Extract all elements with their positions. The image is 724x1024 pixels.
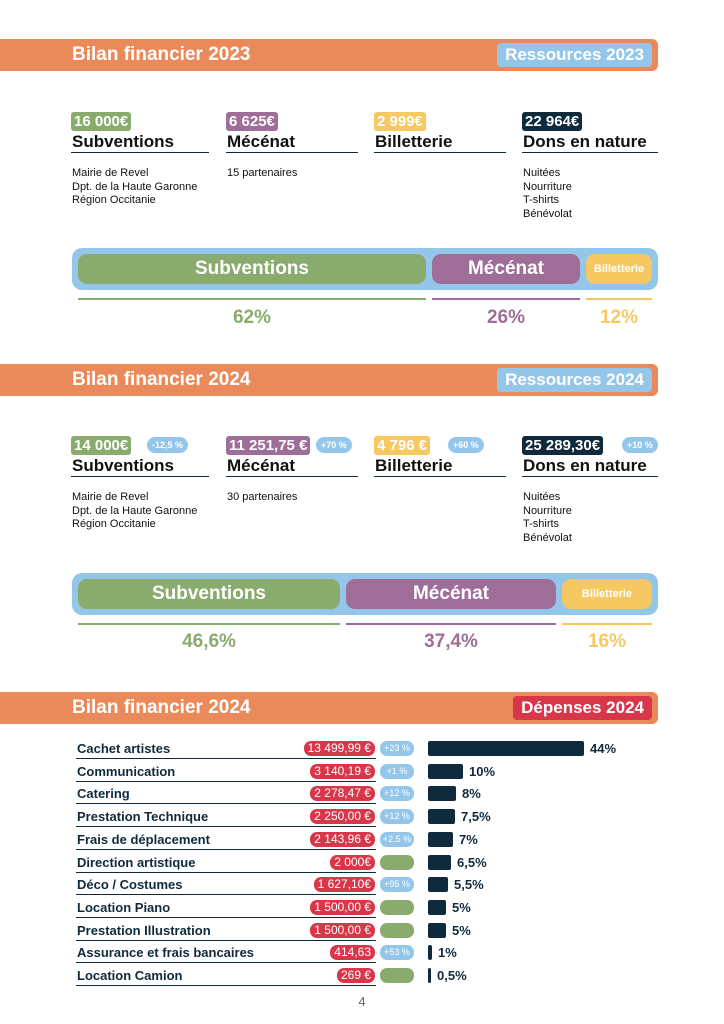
- split-bar-2024: [72, 573, 658, 615]
- category-subventions-2023: Subventions: [72, 132, 175, 151]
- divider: [76, 985, 376, 986]
- expense-amount: 1 627,10€: [314, 877, 375, 892]
- expense-change-badge: +12 %: [380, 786, 414, 801]
- list-item: Région Occitanie: [72, 194, 156, 206]
- list-item: Bénévolat: [523, 531, 572, 544]
- expense-bar: [428, 855, 451, 870]
- underline-billetterie-2023: [586, 298, 652, 300]
- amount-billetterie-2024: 4 796 €: [374, 436, 430, 455]
- expense-change-badge: +53 %: [380, 945, 414, 960]
- list-item: T-shirts: [523, 518, 560, 530]
- banner-expenses-2024: [0, 692, 658, 724]
- amount-dons-2023: 22 964€: [522, 112, 582, 131]
- category-billetterie-2023: Billetterie: [375, 132, 453, 151]
- list-item: Nuitées: [523, 491, 561, 503]
- section-title-2023: Bilan financier 2023: [72, 44, 251, 65]
- expense-pct: 5,5%: [454, 877, 484, 892]
- expense-change-badge: [380, 968, 414, 983]
- expense-bar: [428, 900, 446, 915]
- underline-subventions-2024: [78, 623, 340, 625]
- expense-bar: [428, 877, 448, 892]
- expense-label: Frais de déplacement: [77, 832, 210, 847]
- change-mecenat-2024: +70 %: [316, 437, 352, 453]
- divider: [76, 781, 376, 782]
- details-subventions-2024: [72, 491, 197, 532]
- expense-bar: [428, 945, 432, 960]
- amount-dons-2024: 25 289,30€: [522, 436, 603, 455]
- expense-change-badge: +23 %: [380, 741, 414, 756]
- divider: [522, 152, 658, 153]
- list-item: Nourriture: [523, 180, 572, 193]
- list-item: Dpt. de la Haute Garonne: [72, 504, 198, 517]
- expense-change-badge: [380, 900, 414, 915]
- divider: [76, 758, 376, 759]
- list-item: Bénévolat: [523, 207, 572, 220]
- underline-subventions-2023: [78, 298, 426, 300]
- expense-change-badge: +95 %: [380, 877, 414, 892]
- list-item: Nuitées: [523, 167, 561, 179]
- pct-subventions-2024: 46,6%: [182, 631, 236, 652]
- list-item: Région Occitanie: [72, 518, 156, 530]
- expense-label: Direction artistique: [77, 855, 196, 870]
- split-bar-2023: [72, 248, 658, 290]
- details-subventions-2023: [72, 167, 197, 208]
- pct-subventions-2023: 62%: [232, 307, 272, 328]
- divider: [226, 476, 358, 477]
- expense-change-badge: [380, 923, 414, 938]
- category-mecenat-2024: Mécénat: [227, 456, 296, 475]
- expense-bar: [428, 786, 456, 801]
- expense-amount: 2 000€: [330, 855, 375, 870]
- section-title-expenses-2024: Bilan financier 2024: [72, 697, 251, 718]
- expense-pct: 6,5%: [457, 855, 487, 870]
- divider: [374, 152, 506, 153]
- banner-2024: [0, 364, 658, 396]
- list-item: Mairie de Revel: [72, 167, 149, 179]
- amount-subventions-2023: 16 000€: [71, 112, 131, 131]
- category-subventions-2024: Subventions: [72, 456, 175, 475]
- expense-label: Location Piano: [77, 900, 171, 915]
- amount-billetterie-2023: 2 999€: [374, 112, 426, 131]
- divider: [374, 476, 506, 477]
- expense-label: Assurance et frais bancaires: [77, 945, 255, 960]
- expense-amount: 2 278,47 €: [310, 786, 375, 801]
- resources-tag-2024: Ressources 2024: [497, 368, 652, 392]
- expense-pct: 10%: [469, 764, 496, 779]
- list-item: Mairie de Revel: [72, 491, 149, 503]
- details-mecenat-2024: [227, 491, 297, 505]
- page-number: 4: [358, 994, 366, 1009]
- list-item: 15 partenaires: [227, 167, 298, 179]
- expense-pct: 8%: [462, 786, 481, 801]
- underline-mecenat-2024: [346, 623, 556, 625]
- seg-subventions-2023: Subventions: [78, 254, 426, 284]
- divider: [76, 962, 376, 963]
- expense-amount: 1 500,00 €: [310, 923, 375, 938]
- divider: [76, 894, 376, 895]
- divider: [522, 476, 658, 477]
- expense-amount: 2 250,00 €: [310, 809, 375, 824]
- expense-amount: 414,63: [330, 945, 375, 960]
- divider: [71, 152, 209, 153]
- expense-bar: [428, 923, 446, 938]
- expense-pct: 5%: [452, 923, 471, 938]
- divider: [76, 940, 376, 941]
- amount-mecenat-2024: 11 251,75 €: [226, 436, 310, 455]
- divider: [76, 917, 376, 918]
- expense-label: Prestation Illustration: [77, 923, 211, 938]
- expense-label: Prestation Technique: [77, 809, 209, 824]
- expense-amount: 13 499,99 €: [304, 741, 375, 756]
- list-item: Nourriture: [523, 504, 572, 517]
- seg-billetterie-2023: Billetterie: [586, 254, 652, 284]
- expense-change-badge: +2,5 %: [380, 832, 414, 847]
- divider: [76, 872, 376, 873]
- list-item: T-shirts: [523, 194, 560, 206]
- divider: [76, 803, 376, 804]
- expense-pct: 44%: [590, 741, 617, 756]
- divider: [71, 476, 209, 477]
- seg-subventions-2024: Subventions: [78, 579, 340, 609]
- list-item: 30 partenaires: [227, 491, 298, 503]
- expenses-tag-2024: Dépenses 2024: [513, 696, 652, 720]
- expense-label: Déco / Costumes: [77, 877, 183, 892]
- expense-pct: 0,5%: [437, 968, 467, 983]
- expense-pct: 5%: [452, 900, 471, 915]
- expense-label: Catering: [77, 786, 130, 801]
- expense-amount: 1 500,00 €: [310, 900, 375, 915]
- divider: [76, 849, 376, 850]
- expense-change-badge: [380, 855, 414, 870]
- expense-label: Cachet artistes: [77, 741, 171, 756]
- change-subventions-2024: -12,5 %: [147, 437, 188, 453]
- pct-billetterie-2023: 12%: [599, 307, 639, 328]
- category-mecenat-2023: Mécénat: [227, 132, 296, 151]
- seg-mecenat-2023: Mécénat: [432, 254, 580, 284]
- expense-change-badge: +12 %: [380, 809, 414, 824]
- expense-pct: 1%: [438, 945, 457, 960]
- change-dons-2024: +10 %: [622, 437, 658, 453]
- pct-mecenat-2024: 37,4%: [424, 631, 478, 652]
- expense-pct: 7%: [459, 832, 478, 847]
- divider: [76, 826, 376, 827]
- change-billetterie-2024: +60 %: [448, 437, 484, 453]
- pct-billetterie-2024: 16%: [587, 631, 627, 652]
- expense-pct: 7,5%: [461, 809, 491, 824]
- divider: [226, 152, 358, 153]
- expense-bar: [428, 741, 584, 756]
- expense-label: Location Camion: [77, 968, 183, 983]
- expense-bar: [428, 764, 463, 779]
- banner-2023: [0, 39, 658, 71]
- underline-mecenat-2023: [432, 298, 580, 300]
- expense-label: Communication: [77, 764, 176, 779]
- expense-bar: [428, 968, 431, 983]
- seg-billetterie-2024: Billetterie: [562, 579, 652, 609]
- expense-bar: [428, 832, 453, 847]
- resources-tag-2023: Ressources 2023: [497, 43, 652, 67]
- expense-change-badge: +1 %: [380, 764, 414, 779]
- amount-subventions-2024: 14 000€: [71, 436, 131, 455]
- category-dons-2024: Dons en nature: [523, 456, 647, 475]
- list-item: Dpt. de la Haute Garonne: [72, 180, 198, 193]
- expense-amount: 3 140,19 €: [310, 764, 375, 779]
- details-mecenat-2023: [227, 167, 297, 181]
- details-dons-2023: [523, 167, 572, 221]
- pct-mecenat-2023: 26%: [486, 307, 526, 328]
- seg-mecenat-2024: Mécénat: [346, 579, 556, 609]
- category-dons-2023: Dons en nature: [523, 132, 647, 151]
- expense-amount: 2 143,96 €: [310, 832, 375, 847]
- expense-amount: 269 €: [337, 968, 375, 983]
- expense-bar: [428, 809, 455, 824]
- section-title-2024: Bilan financier 2024: [72, 369, 251, 390]
- underline-billetterie-2024: [562, 623, 652, 625]
- category-billetterie-2024: Billetterie: [375, 456, 453, 475]
- amount-mecenat-2023: 6 625€: [226, 112, 278, 131]
- details-dons-2024: [523, 491, 572, 545]
